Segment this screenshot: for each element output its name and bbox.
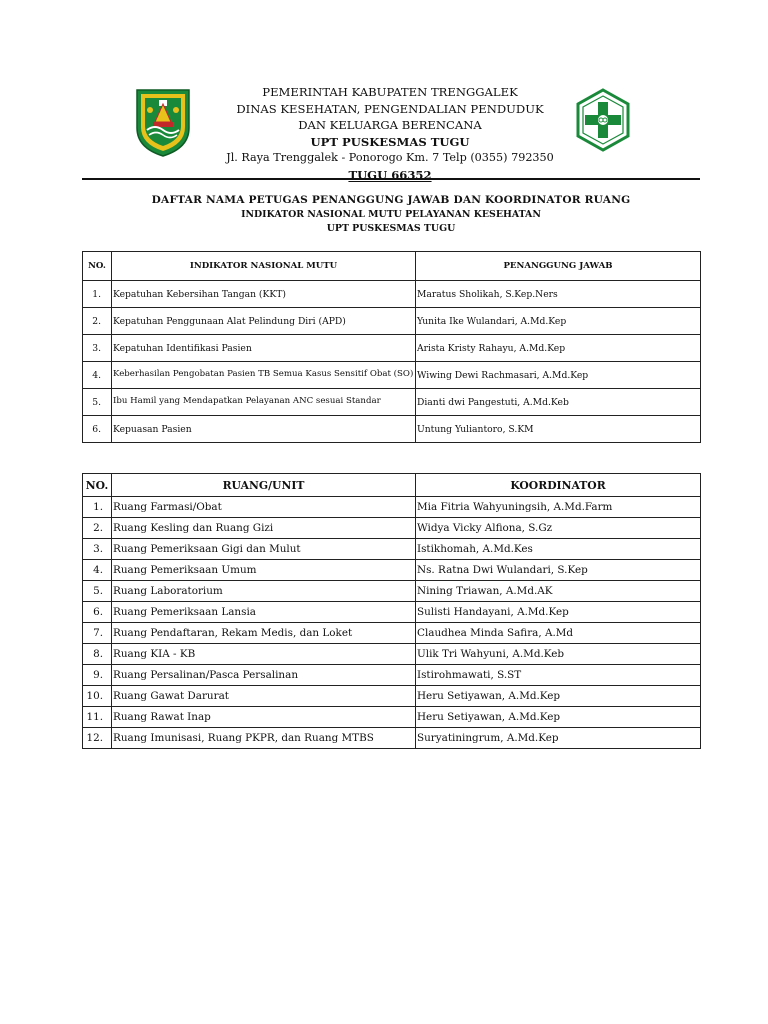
document-title <box>82 193 700 236</box>
letterhead-divider <box>82 178 700 180</box>
coordinator-cell: Istikhomah, A.Md.Kes <box>416 539 701 560</box>
room-cell: Ruang Imunisasi, Ruang PKPR, dan Ruang MTBS <box>112 728 416 749</box>
puskesmas-logo-icon <box>575 88 631 152</box>
column-header-coordinator: KOORDINATOR <box>416 474 701 497</box>
letterhead-address: Jl. Raya Trenggalek - Ponorogo Km. 7 Telp (0355) 792350 <box>226 151 554 165</box>
row-number: 10. <box>83 686 112 707</box>
coordinator-cell: Heru Setiyawan, A.Md.Kep <box>416 686 701 707</box>
letterhead-line-1: PEMERINTAH KABUPATEN TRENGGALEK <box>262 85 518 99</box>
coordinator-cell: Ns. Ratna Dwi Wulandari, S.Kep <box>416 560 701 581</box>
row-number: 12. <box>83 728 112 749</box>
column-header-room: RUANG/UNIT <box>112 474 416 497</box>
room-cell: Ruang Laboratorium <box>112 581 416 602</box>
column-header-no: NO. <box>83 474 112 497</box>
room-coordinator-table <box>82 473 701 749</box>
row-number: 7. <box>83 623 112 644</box>
indicator-cell: Keberhasilan Pengobatan Pasien TB Semua Kasus Sensitif Obat (SO) <box>112 362 416 389</box>
letterhead <box>0 0 768 180</box>
table-row <box>83 416 701 443</box>
row-number: 6. <box>83 416 112 443</box>
row-number: 3. <box>83 335 112 362</box>
indicator-table <box>82 251 701 443</box>
coordinator-cell: Widya Vicky Alfiona, S.Gz <box>416 518 701 539</box>
row-number: 1. <box>83 497 112 518</box>
room-cell: Ruang Pemeriksaan Gigi dan Mulut <box>112 539 416 560</box>
table-row <box>83 728 701 749</box>
indicator-cell: Kepatuhan Kebersihan Tangan (KKT) <box>112 281 416 308</box>
row-number: 3. <box>83 539 112 560</box>
room-cell: Ruang Persalinan/Pasca Persalinan <box>112 665 416 686</box>
table-row <box>83 362 701 389</box>
room-cell: Ruang Pemeriksaan Umum <box>112 560 416 581</box>
room-cell: Ruang Rawat Inap <box>112 707 416 728</box>
table-row <box>83 602 701 623</box>
room-cell: Ruang Farmasi/Obat <box>112 497 416 518</box>
table-row <box>83 308 701 335</box>
coordinator-cell: Ulik Tri Wahyuni, A.Md.Keb <box>416 644 701 665</box>
coordinator-cell: Istirohmawati, S.ST <box>416 665 701 686</box>
letterhead-line-4: UPT PUSKESMAS TUGU <box>310 134 470 149</box>
letterhead-text <box>200 84 580 184</box>
indicator-cell: Kepuasan Pasien <box>112 416 416 443</box>
indicator-cell: Ibu Hamil yang Mendapatkan Pelayanan ANC sesuai Standar <box>112 389 416 416</box>
table-row <box>83 665 701 686</box>
table-row <box>83 539 701 560</box>
table-row <box>83 518 701 539</box>
coordinator-cell: Sulisti Handayani, A.Md.Kep <box>416 602 701 623</box>
row-number: 2. <box>83 518 112 539</box>
table-header-row <box>83 252 701 281</box>
title-line-3: UPT PUSKESMAS TUGU <box>326 223 456 234</box>
room-cell: Ruang Pemeriksaan Lansia <box>112 602 416 623</box>
table-row <box>83 623 701 644</box>
table-row <box>83 389 701 416</box>
room-cell: Ruang Gawat Darurat <box>112 686 416 707</box>
letterhead-line-2: DINAS KESEHATAN, PENGENDALIAN PENDUDUK <box>236 101 544 116</box>
trenggalek-regency-emblem-icon <box>133 86 193 158</box>
title-line-1: DAFTAR NAMA PETUGAS PENANGGUNG JAWAB DAN KOORDINATOR RUANG <box>151 194 631 206</box>
coordinator-cell: Suryatiningrum, A.Md.Kep <box>416 728 701 749</box>
column-header-pic: PENANGGUNG JAWAB <box>416 252 701 281</box>
room-cell: Ruang Kesling dan Ruang Gizi <box>112 518 416 539</box>
row-number: 6. <box>83 602 112 623</box>
indicator-cell: Kepatuhan Identifikasi Pasien <box>112 335 416 362</box>
coordinator-cell: Mia Fitria Wahyuningsih, A.Md.Farm <box>416 497 701 518</box>
table-row <box>83 335 701 362</box>
title-line-2: INDIKATOR NASIONAL MUTU PELAYANAN KESEHATAN <box>241 209 541 220</box>
room-cell: Ruang Pendaftaran, Rekam Medis, dan Loket <box>112 623 416 644</box>
coordinator-cell: Nining Triawan, A.Md.AK <box>416 581 701 602</box>
coordinator-cell: Heru Setiyawan, A.Md.Kep <box>416 707 701 728</box>
column-header-no: NO. <box>83 252 112 281</box>
pic-cell: Untung Yuliantoro, S.KM <box>416 416 701 443</box>
pic-cell: Yunita Ike Wulandari, A.Md.Kep <box>416 308 701 335</box>
row-number: 11. <box>83 707 112 728</box>
pic-cell: Maratus Sholikah, S.Kep.Ners <box>416 281 701 308</box>
table-row <box>83 644 701 665</box>
table-header-row <box>83 474 701 497</box>
pic-cell: Arista Kristy Rahayu, A.Md.Kep <box>416 335 701 362</box>
table-row <box>83 497 701 518</box>
row-number: 1. <box>83 281 112 308</box>
table-row <box>83 560 701 581</box>
row-number: 9. <box>83 665 112 686</box>
table-row <box>83 707 701 728</box>
letterhead-line-3: DAN KELUARGA BERENCANA <box>298 118 482 133</box>
pic-cell: Wiwing Dewi Rachmasari, A.Md.Kep <box>416 362 701 389</box>
row-number: 5. <box>83 389 112 416</box>
row-number: 2. <box>83 308 112 335</box>
coordinator-cell: Claudhea Minda Safira, A.Md <box>416 623 701 644</box>
table-row <box>83 686 701 707</box>
table-row <box>83 281 701 308</box>
row-number: 4. <box>83 362 112 389</box>
table-row <box>83 581 701 602</box>
row-number: 8. <box>83 644 112 665</box>
pic-cell: Dianti dwi Pangestuti, A.Md.Keb <box>416 389 701 416</box>
indicator-cell: Kepatuhan Penggunaan Alat Pelindung Diri (APD) <box>112 308 416 335</box>
column-header-indicator: INDIKATOR NASIONAL MUTU <box>112 252 416 281</box>
room-cell: Ruang KIA - KB <box>112 644 416 665</box>
letterhead-city: TUGU 66352 <box>348 167 432 182</box>
row-number: 5. <box>83 581 112 602</box>
row-number: 4. <box>83 560 112 581</box>
